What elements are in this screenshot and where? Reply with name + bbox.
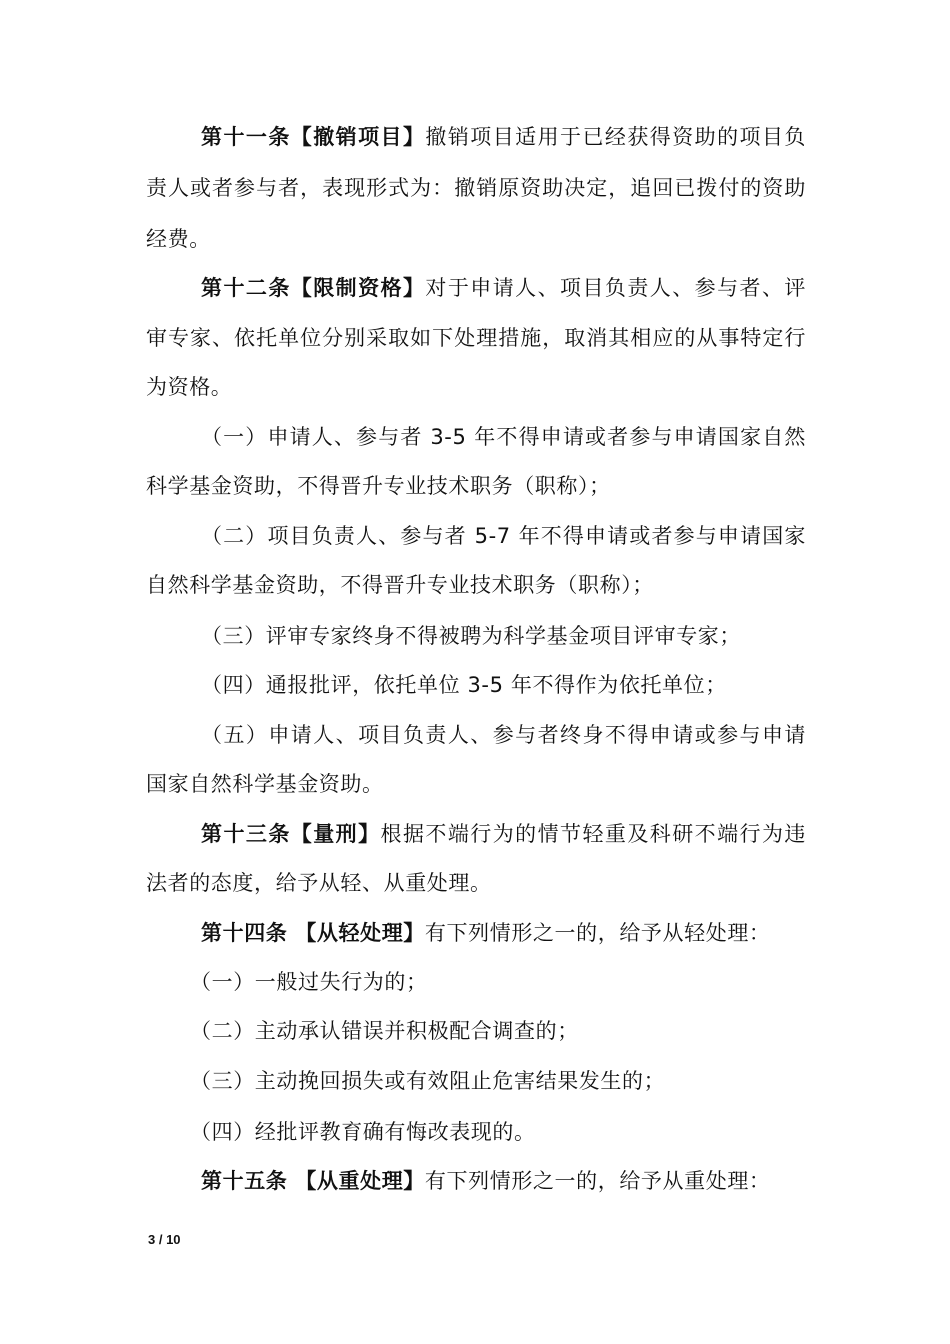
article-12-item-4: （四）通报批评，依托单位 3-5 年不得作为依托单位； — [201, 673, 727, 697]
article-14-item-4: （四）经批评教育确有悔改表现的。 — [190, 1120, 536, 1144]
article-11-text: 撤销项目适用于已经获得资助的项目负 — [425, 125, 807, 149]
article-11-heading: 第十一条【撤销项目】 — [201, 125, 426, 149]
article-14-text: 有下列情形之一的，给予从轻处理： — [424, 921, 771, 945]
article-12-line-1 — [201, 274, 806, 302]
article-14-item-1: （一）一般过失行为的； — [190, 970, 428, 994]
article-11-line-1 — [201, 123, 806, 151]
article-15-text: 有下列情形之一的，给予从重处理： — [424, 1169, 771, 1193]
article-13-line-2: 法者的态度，给予从轻、从重处理。 — [146, 871, 492, 895]
article-12-text: 对于申请人、项目负责人、参与者、评 — [425, 276, 807, 300]
article-12-item-2-line-2: 自然科学基金资助，不得晋升专业技术职务（职称）； — [146, 573, 654, 597]
article-12-item-5-line-2: 国家自然科学基金资助。 — [146, 772, 384, 796]
article-13-heading: 第十三条【量刑】 — [201, 822, 381, 846]
article-14-item-2: （二）主动承认错误并积极配合调查的； — [190, 1019, 579, 1043]
article-15-heading: 第十五条 【从重处理】 — [201, 1169, 425, 1193]
article-13-text: 根据不端行为的情节轻重及科研不端行为违 — [380, 822, 806, 846]
article-13-line-1 — [201, 820, 806, 848]
article-14-line-1 — [201, 919, 806, 947]
article-12-item-3: （三）评审专家终身不得被聘为科学基金项目评审专家； — [201, 624, 741, 648]
article-12-item-1-line-1: （一）申请人、参与者 3-5 年不得申请或者参与申请国家自然 — [201, 425, 806, 449]
article-12-item-1-line-2: 科学基金资助，不得晋升专业技术职务（职称）； — [146, 474, 611, 498]
article-12-heading: 第十二条【限制资格】 — [201, 276, 426, 300]
article-11-line-2: 责人或者参与者，表现形式为：撤销原资助决定，追回已拨付的资助 — [146, 176, 806, 200]
article-12-line-3: 为资格。 — [146, 375, 233, 399]
article-12-line-2: 审专家、依托单位分别采取如下处理措施，取消其相应的从事特定行 — [146, 326, 806, 350]
article-15-line-1 — [201, 1167, 806, 1195]
article-12-item-2-line-1: （二）项目负责人、参与者 5-7 年不得申请或者参与申请国家 — [201, 524, 806, 548]
page-number: 3 / 10 — [148, 1232, 181, 1247]
article-11-line-3: 经费。 — [146, 227, 211, 251]
article-14-item-3: （三）主动挽回损失或有效阻止危害结果发生的； — [190, 1069, 666, 1093]
article-12-item-5-line-1: （五）申请人、项目负责人、参与者终身不得申请或参与申请 — [201, 723, 806, 747]
article-14-heading: 第十四条 【从轻处理】 — [201, 921, 425, 945]
